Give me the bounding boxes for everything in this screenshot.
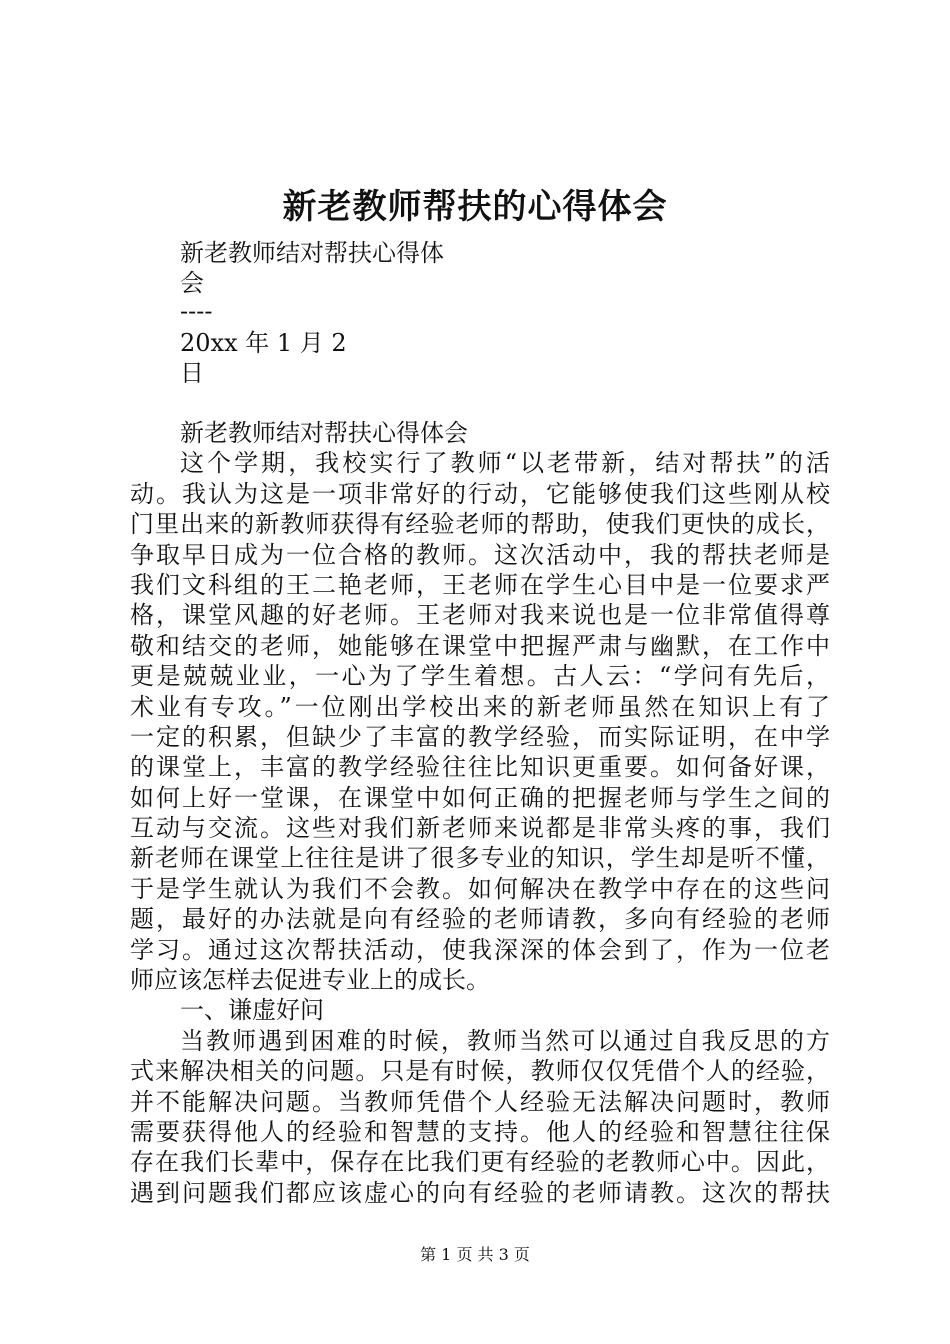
body-line: 互动与交流。这些对我们新老师来说都是非常头疼的事，我们 [130,814,830,843]
body-line: 题，最好的办法就是向有经验的老师请教，多向有经验的老师 [130,905,830,934]
body-line: 门里出来的新教师获得有经验老师的帮助，使我们更快的成长， [130,510,830,539]
body-line: 敬和结交的老师，她能够在课堂中把握严肃与幽默，在工作中 [130,631,830,660]
body-line: 格，课堂风趣的好老师。王老师对我来说也是一位非常值得尊 [130,601,830,630]
body-line: 我们文科组的王二艳老师，王老师在学生心目中是一位要求严 [130,570,830,599]
date-line-1: 20xx 年 1 月 2 [180,329,347,357]
body-line: 需要获得他人的经验和智慧的支持。他人的经验和智慧往往保 [130,1117,830,1146]
section-heading: 一、谦虚好问 [180,996,324,1025]
document-body [130,418,830,1208]
page-footer: 第 1 页 共 3 页 [420,1245,530,1264]
body-line: 争取早日成为一位合格的教师。这次活动中，我的帮扶老师是 [130,540,830,569]
body-line: 术业有专攻。”一位刚出学校出来的新老师虽然在知识上有了 [130,692,830,721]
body-line: 并不能解决问题。当教师凭借个人经验无法解决问题时，教师 [130,1087,830,1116]
body-line: 更是兢兢业业，一心为了学生着想。古人云：“学问有先后， [130,662,830,691]
subtitle-line-2: 会 [180,269,204,297]
body-line: 动。我认为这是一项非常好的行动，它能够使我们这些刚从校 [130,479,830,508]
body-line: 师应该怎样去促进专业上的成长。 [130,966,490,995]
subtitle-line-1: 新老教师结对帮扶心得体 [180,239,444,267]
body-line: 学习。通过这次帮扶活动，使我深深的体会到了，作为一位老 [130,935,830,964]
date-line-2: 日 [180,359,204,387]
body-line: 式来解决相关的问题。只是有时候，教师仅仅凭借个人的经验， [130,1057,830,1086]
body-line: 存在我们长辈中，保存在比我们更有经验的老教师心中。因此， [130,1148,830,1177]
body-line: 的课堂上，丰富的教学经验往往比知识更重要。如何备好课， [130,753,830,782]
body-line: 新老师在课堂上往往是讲了很多专业的知识，学生却是听不懂， [130,844,830,873]
body-line: 这个学期，我校实行了教师“以老带新，结对帮扶”的活 [180,449,830,478]
document-title: 新老教师帮扶的心得体会 [282,187,668,227]
body-line: 当教师遇到困难的时候，教师当然可以通过自我反思的方 [180,1026,830,1055]
body-line: 一定的积累，但缺少了丰富的教学经验，而实际证明，在中学 [130,722,830,751]
separator-line: ---- [180,297,213,325]
body-line: 如何上好一堂课，在课堂中如何正确的把握老师与学生之间的 [130,783,830,812]
section-heading: 新老教师结对帮扶心得体会 [180,419,468,447]
body-line: 于是学生就认为我们不会教。如何解决在教学中存在的这些问 [130,874,830,903]
body-line: 遇到问题我们都应该虚心的向有经验的老师请教。这次的帮扶 [130,1178,830,1207]
